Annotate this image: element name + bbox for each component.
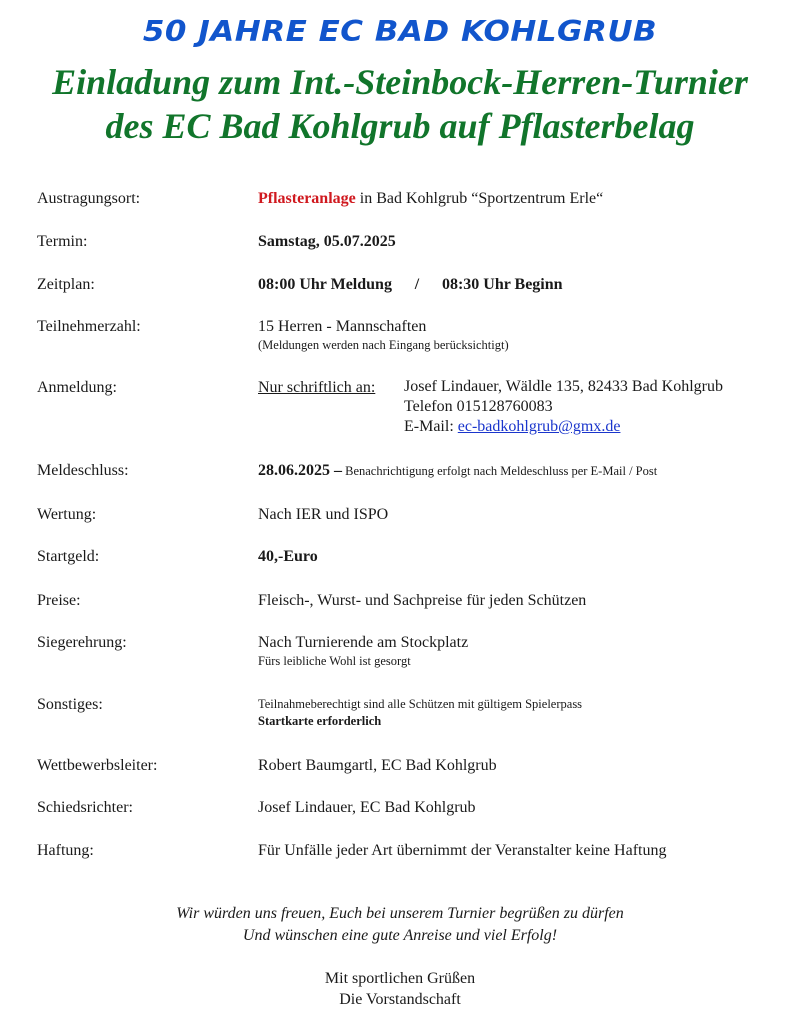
- registration-email-label: E-Mail:: [404, 418, 458, 435]
- value-referee: Josef Lindauer, EC Bad Kohlgrub: [258, 799, 476, 816]
- value-date: Samstag, 05.07.2025: [258, 233, 396, 250]
- label-fee: Startgeld:: [37, 548, 100, 565]
- label-director: Wettbewerbsleiter:: [37, 757, 158, 774]
- label-registration: Anmeldung:: [37, 379, 117, 396]
- anniversary-heading: 50 JAHRE EC BAD KOHLGRUB: [142, 15, 658, 49]
- schedule-registration: 08:00 Uhr Meldung: [258, 276, 392, 293]
- registration-email-line: [404, 417, 723, 437]
- label-prizes: Preise:: [37, 592, 81, 609]
- registration-contact: [404, 377, 723, 437]
- label-participants: Teilnehmerzahl:: [37, 318, 141, 335]
- participants-note: (Meldungen werden nach Eingang berücksichtigt): [258, 338, 509, 352]
- label-misc: Sonstiges:: [37, 696, 103, 713]
- closing-greeting: Mit sportlichen Grüßen: [324, 970, 476, 987]
- closing-signature-block: [0, 968, 800, 1010]
- participants-value: 15 Herren - Mannschaften: [258, 318, 427, 335]
- label-scoring: Wertung:: [37, 506, 97, 523]
- deadline-date: 28.06.2025 –: [258, 462, 342, 479]
- value-scoring: Nach IER und ISPO: [258, 506, 389, 523]
- ceremony-value: Nach Turnierende am Stockplatz: [258, 634, 469, 651]
- schedule-start: 08:30 Uhr Beginn: [441, 276, 563, 293]
- misc-line-1: Teilnahmeberechtigt sind alle Schützen mit gültigem Spielerpass: [258, 697, 583, 711]
- email-link[interactable]: ec-badkohlgrub@gmx.de: [457, 418, 621, 435]
- value-misc: [258, 696, 582, 730]
- label-liability: Haftung:: [37, 842, 94, 859]
- value-director: Robert Baumgartl, EC Bad Kohlgrub: [258, 757, 497, 774]
- misc-line-2: Startkarte erforderlich: [258, 714, 382, 728]
- value-deadline: [258, 460, 657, 481]
- label-referee: Schiedsrichter:: [37, 799, 133, 816]
- label-schedule: Zeitplan:: [37, 276, 95, 293]
- location-highlight: Pflasteranlage: [258, 190, 356, 207]
- registration-intro: Nur schriftlich an:: [258, 379, 376, 396]
- label-location: Austragungsort:: [37, 190, 141, 207]
- value-liability: Für Unfälle jeder Art übernimmt der Veranstalter keine Haftung: [258, 842, 667, 859]
- label-deadline: Meldeschluss:: [37, 462, 129, 479]
- value-fee: 40,-Euro: [258, 548, 318, 565]
- value-location: [258, 188, 603, 209]
- title-line-1: Einladung zum Int.-Steinbock-Herren-Turnier: [52, 62, 748, 102]
- schedule-separator: /: [414, 276, 420, 293]
- title-line-2: des EC Bad Kohlgrub auf Pflasterbelag: [105, 106, 695, 146]
- registration-phone: Telefon 015128760083: [404, 398, 553, 415]
- value-participants: [258, 316, 509, 354]
- closing-line-1: Wir würden uns freuen, Euch bei unserem Turnier begrüßen zu dürfen: [176, 905, 624, 922]
- location-rest: in Bad Kohlgrub “Sportzentrum Erle“: [355, 190, 604, 207]
- label-ceremony: Siegerehrung:: [37, 634, 127, 651]
- registration-address: Josef Lindauer, Wäldle 135, 82433 Bad Kohlgrub: [404, 378, 723, 395]
- value-schedule: [258, 274, 563, 295]
- closing-message: [0, 903, 800, 947]
- value-ceremony: [258, 632, 468, 670]
- ceremony-note: Fürs leibliche Wohl ist gesorgt: [258, 654, 411, 668]
- deadline-note: Benachrichtigung erfolgt nach Meldeschluss per E-Mail / Post: [342, 464, 658, 478]
- value-prizes: Fleisch-, Wurst- und Sachpreise für jeden Schützen: [258, 592, 587, 609]
- label-date: Termin:: [37, 233, 88, 250]
- closing-line-2: Und wünschen eine gute Anreise und viel Erfolg!: [242, 927, 558, 944]
- closing-signature: Die Vorstandschaft: [339, 991, 461, 1008]
